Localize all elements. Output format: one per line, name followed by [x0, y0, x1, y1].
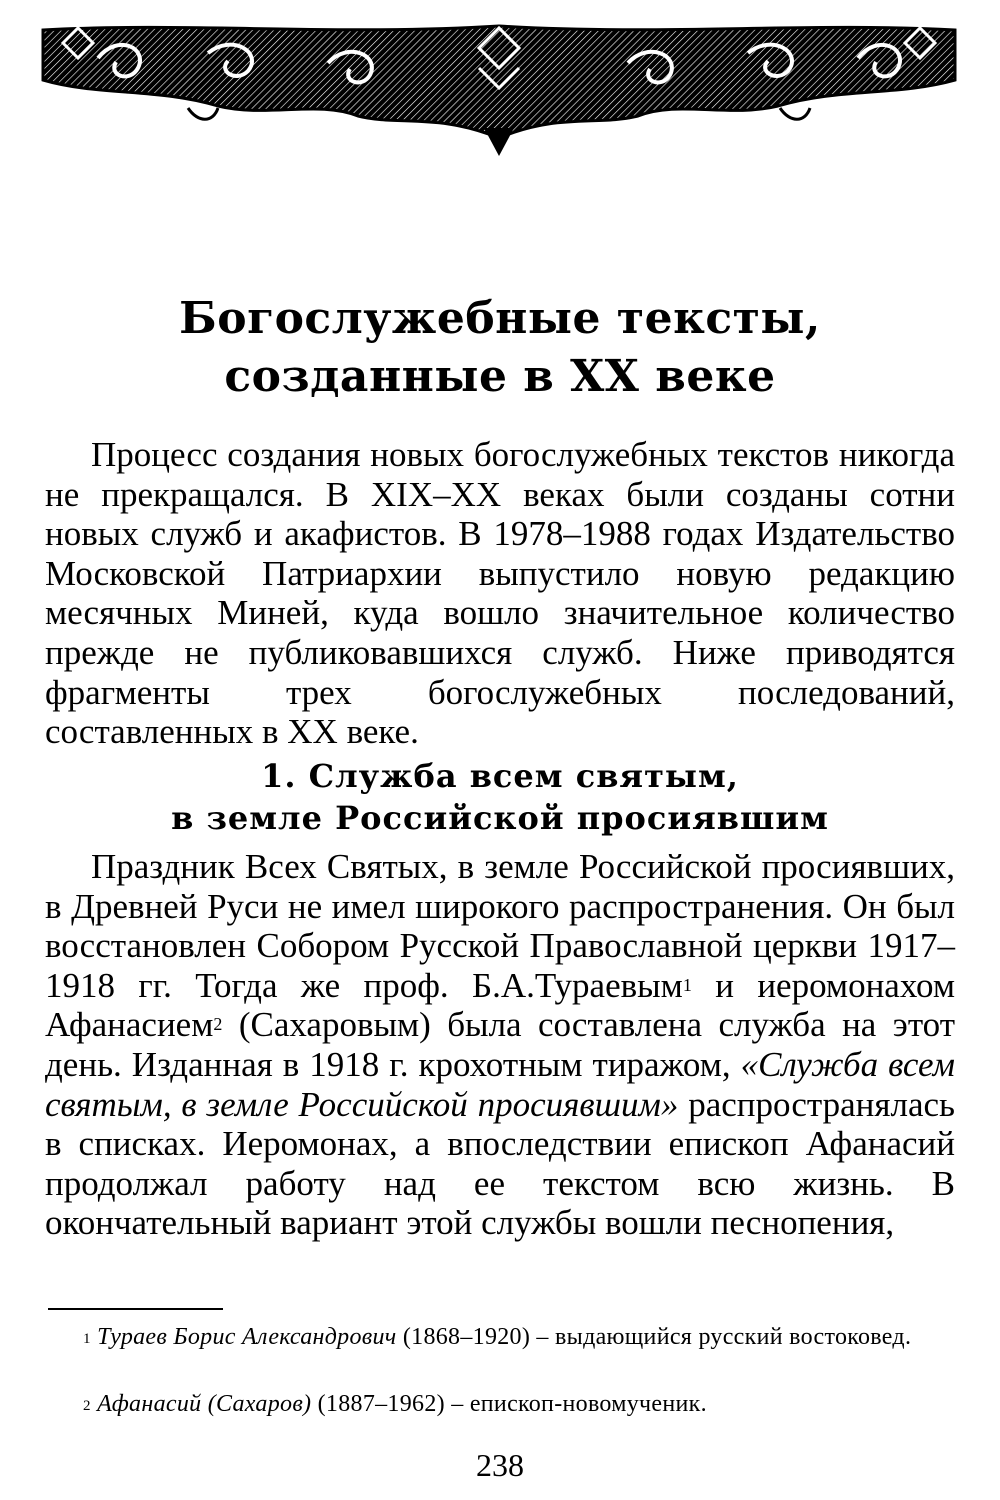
footnote-ref-1: 1 [682, 974, 692, 995]
page-title [0, 290, 1000, 406]
footnote-name: Тураев Борис Александрович [97, 1324, 397, 1350]
page-number: 238 [476, 1447, 524, 1483]
service-title-italic: «Служба всем святым, в земле Российской просиявшим» [45, 1044, 955, 1124]
ornament-icon [38, 18, 960, 158]
footnote-1 [45, 1320, 955, 1354]
footnote-name: Афанасий (Сахаров) [97, 1391, 312, 1417]
body-text: и иеромонахом Афанасием [45, 965, 955, 1045]
footnote-ref-2: 2 [213, 1014, 223, 1035]
footnote-text: (1868–1920) – выдающийся русский востоковед. [396, 1324, 912, 1350]
body-text: распространялась в списках. Иеромонах, а впоследствии епископ Афанасий продолжал работу над ее текстом всю жизнь. В окончательный вариант этой службы вошли песнопения, [45, 1084, 955, 1243]
title-line-1: Богослужебные тексты, [179, 293, 821, 344]
section-paragraph [45, 847, 955, 1243]
intro-paragraph: Процесс создания новых богослужебных текстов никогда не прекращался. В XIX–XX веках были созданы сотни новых служб и акафистов. В 1978–1988 годах Издательство Московской Патриархии выпустило новую редакцию месячных Миней, куда вошло значительное количество прежде не публиковавшихся служб. Ниже приводятся фрагменты трех богослужебных последований, составленных в XX веке. [45, 435, 955, 752]
footnote-divider [48, 1308, 223, 1310]
section-heading-line-1: 1. Служба всем святым, [261, 757, 739, 795]
footnote-number: 1 [83, 1331, 91, 1347]
body-text: (Сахаровым) была составлена служба на этот день. Изданная в 1918 г. крохотным тиражом, [45, 1005, 955, 1084]
footnote-2 [45, 1387, 955, 1421]
section-heading-line-2: в земле Российской просиявшим [171, 799, 829, 837]
footnote-text: (1887–1962) – епископ-новомученик. [311, 1391, 707, 1417]
body-text: Праздник Всех Святых, в земле Российской просиявших, в Древней Руси не имел широкого распространения. Он был восстановлен Собором Русской Православной церкви 1917–1918 гг. Тогда же проф. Б.А.Тураевым [45, 847, 955, 1005]
title-line-2: созданные в XX веке [224, 351, 776, 402]
footnote-number: 2 [83, 1398, 91, 1414]
section-heading [0, 755, 1000, 839]
